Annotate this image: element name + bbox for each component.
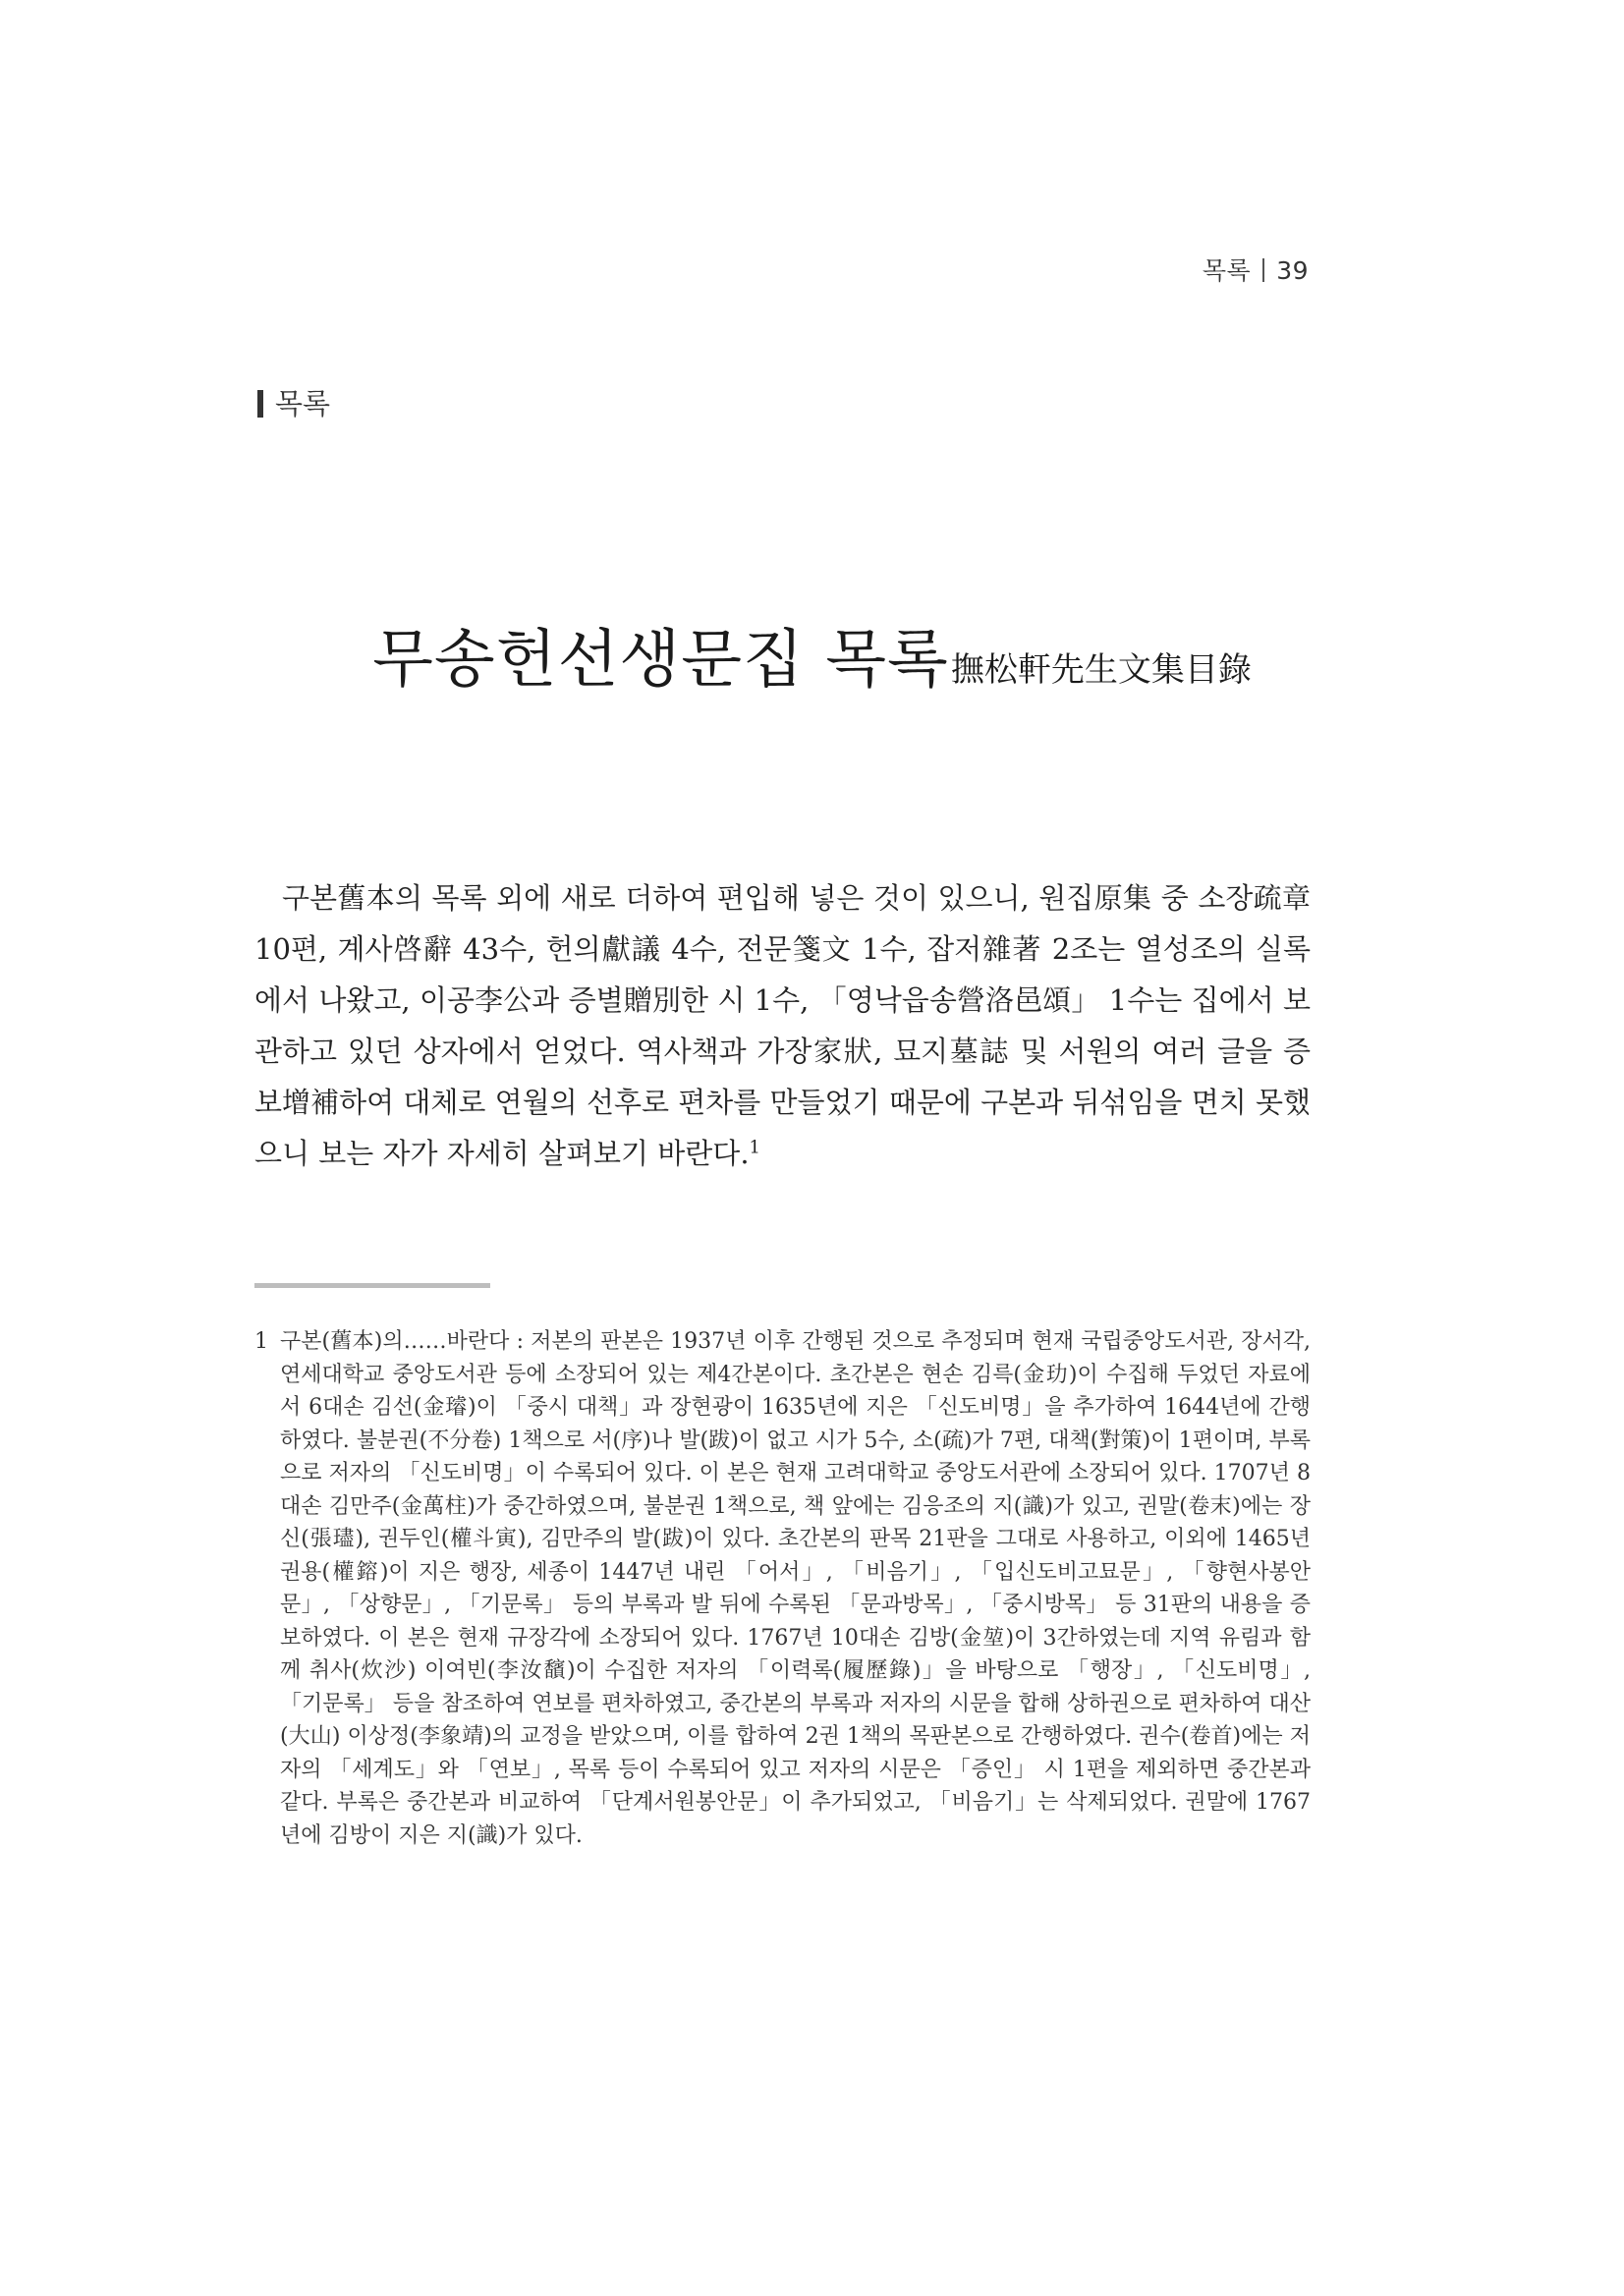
title-hanja: 撫松軒先生文集目錄 xyxy=(950,650,1252,690)
running-head xyxy=(1203,252,1309,287)
section-label-text: 목록 xyxy=(275,387,331,420)
title-korean: 무송헌선생문집 목록 xyxy=(372,624,949,697)
running-head-divider xyxy=(1262,258,1264,282)
intro-paragraph xyxy=(254,872,1311,1179)
page-number: 39 xyxy=(1276,256,1309,285)
section-label xyxy=(257,382,330,422)
page-title xyxy=(0,609,1624,700)
footnote xyxy=(254,1325,1311,1852)
running-head-section: 목록 xyxy=(1202,256,1252,285)
footnote-number: 1 xyxy=(254,1329,268,1354)
intro-text: 구본舊本의 목록 외에 새로 더하여 편입해 넣은 것이 있으니, 원집原集 중 소장疏章 10편, 계사啓辭 43수, 헌의獻議 4수, 전문箋文 1수, 잡저雜著 2조는 열성조의 실록에서 나왔고, 이공李公과 증별贈別한 시 1수, 「영낙읍송營洛邑頌」 1수는 집에서 보관하고 있던 상자에서 얻었다. 역사책과 가장家狀, 묘지墓誌 및 서원의 여러 글을 증보增補하여 대체로 연월의 선후로 편차를 만들었기 때문에 구본과 뒤섞임을 면치 못했으니 보는 자가 자세히 살펴보기 바란다. xyxy=(254,881,1311,1170)
section-marker-bar xyxy=(257,390,263,418)
footnote-text: 구본(舊本)의……바란다 : 저본의 판본은 1937년 이후 간행된 것으로 추정되며 현재 국립중앙도서관, 장서각, 연세대학교 중앙도서관 등에 소장되어 있는 제4간본이다. 초간본은 현손 김륵(金玏)이 수집해 두었던 자료에서 6대손 김선(金璿)이 「중시 대책」과 장현광이 1635년에 지은 「신도비명」을 추가하여 1644년에 간행하였다. 불분권(不分卷) 1책으로 서(序)나 발(跋)이 없고 시가 5수, 소(疏)가 7편, 대책(對策)이 1편이며, 부록으로 저자의 「신도비명」이 수록되어 있다. 이 본은 현재 고려대학교 중앙도서관에 소장되어 있다. 1707년 8대손 김만주(金萬柱)가 중간하였으며, 불분권 1책으로, 책 앞에는 김응조의 지(識)가 있고, 권말(卷末)에는 장신(張璶), 권두인(權斗寅), 김만주의 발(跋)이 있다. 초간본의 판목 21판을 그대로 사용하고, 이외에 1465년 권용(權鎔)이 지은 행장, 세종이 1447년 내린 「어서」, 「비음기」, 「입신도비고묘문」, 「향현사봉안문」, 「상향문」, 「기문록」 등의 부록과 발 뒤에 수록된 「문과방목」, 「중시방목」 등 31판의 내용을 증보하였다. 이 본은 현재 규장각에 소장되어 있다. 1767년 10대손 김방(金堃)이 3간하였는데 지역 유림과 함께 취사(炊沙) 이여빈(李汝馪)이 수집한 저자의 「이력록(履歷錄)」을 바탕으로 「행장」, 「신도비명」, 「기문록」 등을 참조하여 연보를 편차하였고, 중간본의 부록과 저자의 시문을 합해 상하권으로 편차하여 대산(大山) 이상정(李象靖)의 교정을 받았으며, 이를 합하여 2권 1책의 목판본으로 간행하였다. 권수(卷首)에는 저자의 「세계도」와 「연보」, 목록 등이 수록되어 있고 저자의 시문은 「증인」 시 1편을 제외하면 중간본과 같다. 부록은 중간본과 비교하여 「단계서원봉안문」이 추가되었고, 「비음기」는 삭제되었다. 권말에 1767년에 김방이 지은 지(識)가 있다. xyxy=(280,1329,1311,1848)
footnote-reference: 1 xyxy=(749,1137,760,1158)
footnote-divider xyxy=(254,1283,490,1288)
